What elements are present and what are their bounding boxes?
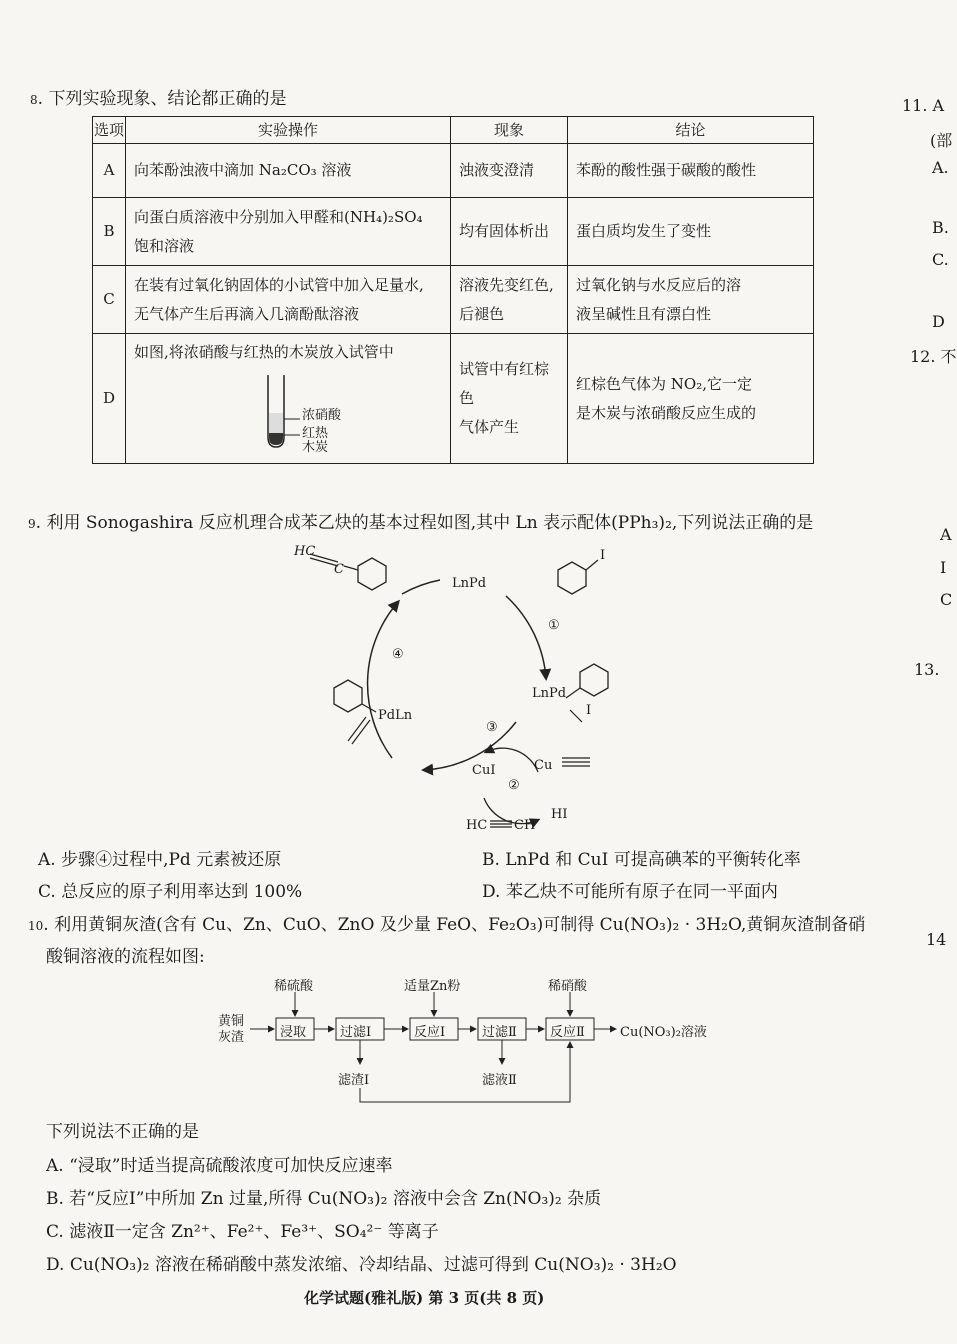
flow-product: Cu(NO₃)₂溶液	[620, 1025, 707, 1040]
label-lnpd2: LnPd	[532, 686, 567, 701]
label-hc: HC	[294, 544, 316, 559]
label-step2: ②	[508, 778, 520, 793]
row-option: C	[93, 266, 126, 334]
row-operation: 如图,将浓硝酸与红热的木炭放入试管中 浓硝酸 红热 木炭	[126, 334, 451, 464]
row-phenomenon: 试管中有红棕色 气体产生	[451, 334, 568, 464]
flow-output-residue1: 滤渣Ⅰ	[338, 1073, 370, 1088]
page-footer: 化学试题(雅礼版) 第 3 页(共 8 页)	[304, 1289, 545, 1307]
margin-fragment: A.	[932, 158, 949, 177]
q8-table	[92, 116, 814, 464]
row-operation: 向蛋白质溶液中分别加入甲醛和(NH₄)₂SO₄ 饱和溶液	[126, 198, 451, 266]
q10-option-d: D. Cu(NO₃)₂ 溶液在稀硝酸中蒸发浓缩、冷却结晶、过滤可得到 Cu(NO₃)₂ · 3H₂O	[46, 1255, 677, 1275]
q10-option-c: C. 滤液Ⅱ一定含 Zn²⁺、Fe²⁺、Fe³⁺、SO₄²⁻ 等离子	[46, 1222, 439, 1242]
row-option: A	[93, 144, 126, 198]
flow-output-filtrate2: 滤液Ⅱ	[482, 1073, 517, 1088]
row-conclusion: 蛋白质均发生了变性	[568, 198, 814, 266]
label-cu: Cu	[534, 758, 553, 773]
flow-box-reaction2: 反应Ⅱ	[550, 1025, 585, 1040]
q9-title: 9. 利用 Sonogashira 反应机理合成苯乙炔的基本过程如图,其中 Ln 表示配体(PPh₃)₂,下列说法正确的是	[28, 513, 814, 533]
cycle-arrow-1	[506, 596, 546, 678]
sonogashira-cycle-diagram	[280, 540, 620, 840]
label-i-bottom: I	[586, 703, 592, 718]
q10-question: 下列说法不正确的是	[46, 1122, 199, 1142]
test-tube-figure	[134, 367, 442, 457]
label-hi: HI	[551, 807, 568, 822]
row-phenomenon: 均有固体析出	[451, 198, 568, 266]
cycle-arrow-3	[424, 722, 516, 770]
flow-reagent-zn: 适量Zn粉	[404, 979, 461, 994]
header-conclusion: 结论	[568, 117, 814, 144]
row-conclusion: 苯酚的酸性强于碳酸的酸性	[568, 144, 814, 198]
flow-reagent-h2so4: 稀硫酸	[274, 979, 314, 994]
label-c: C	[334, 562, 344, 577]
header-phenomenon: 现象	[451, 117, 568, 144]
margin-fragment: I	[940, 558, 947, 577]
flow-box-reaction1: 反应Ⅰ	[414, 1025, 446, 1040]
label-acetylene-ch: CH	[514, 818, 536, 833]
margin-fragment: D	[932, 312, 945, 331]
row-option: B	[93, 198, 126, 266]
row-conclusion: 红棕色气体为 NO₂,它一定 是木炭与浓硝酸反应生成的	[568, 334, 814, 464]
label-step3: ③	[486, 720, 498, 735]
label-step1: ①	[548, 618, 560, 633]
tube-labels: 浓硝酸 红热 木炭	[302, 408, 342, 455]
label-lnpd: LnPd	[452, 576, 487, 591]
table-row	[93, 266, 814, 334]
margin-fragment: C.	[932, 250, 949, 269]
margin-fragment: 11. A	[902, 96, 945, 115]
q10-title-line2: 酸铜溶液的流程如图:	[46, 947, 205, 967]
q10-title: 10. 利用黄铜灰渣(含有 Cu、Zn、CuO、ZnO 及少量 FeO、Fe₂O₃)可制得 Cu(NO₃)₂ · 3H₂O,黄铜灰渣制备硝	[28, 915, 866, 935]
row-operation: 向苯酚浊液中滴加 Na₂CO₃ 溶液	[126, 144, 451, 198]
margin-fragment: 14	[926, 930, 947, 949]
q8-title: 8. 下列实验现象、结论都正确的是	[30, 89, 287, 109]
margin-fragment: A	[940, 525, 952, 544]
label-i-top: I	[600, 548, 606, 563]
margin-fragment: B.	[932, 218, 949, 237]
table-row	[93, 144, 814, 198]
table-row	[93, 334, 814, 464]
cycle-arrow-top	[402, 580, 440, 594]
label-pdln: PdLn	[378, 708, 413, 723]
flow-input: 黄铜 灰渣	[218, 1014, 245, 1045]
q9-option-b: B. LnPd 和 CuI 可提高碘苯的平衡转化率	[482, 850, 801, 870]
q10-option-a: A. “浸取”时适当提高硫酸浓度可加快反应速率	[46, 1156, 393, 1176]
flow-box-filter2: 过滤Ⅱ	[482, 1025, 517, 1040]
flow-box-leach: 浸取	[280, 1025, 307, 1040]
table-header-row	[93, 117, 814, 144]
flow-reagent-hno3: 稀硝酸	[548, 979, 588, 994]
margin-fragment: 12. 不	[910, 347, 957, 366]
margin-fragment: 13.	[914, 660, 940, 679]
header-operation: 实验操作	[126, 117, 451, 144]
cycle-arrow-4	[368, 602, 398, 758]
header-option: 选项	[93, 117, 126, 144]
row-phenomenon: 溶液先变红色, 后褪色	[451, 266, 568, 334]
flow-box-filter1: 过滤Ⅰ	[340, 1025, 372, 1040]
label-acetylene-hc: HC	[466, 818, 488, 833]
label-cui: CuI	[472, 763, 496, 778]
row-operation: 在装有过氧化钠固体的小试管中加入足量水, 无气体产生后再滴入几滴酚酞溶液	[126, 266, 451, 334]
label-step4: ④	[392, 647, 404, 662]
q10-option-b: B. 若“反应Ⅰ”中所加 Zn 过量,所得 Cu(NO₃)₂ 溶液中会含 Zn(NO₃)₂ 杂质	[46, 1189, 602, 1209]
q9-option-c: C. 总反应的原子利用率达到 100%	[38, 882, 303, 902]
margin-fragment: (部	[930, 131, 953, 150]
q9-option-a: A. 步骤④过程中,Pd 元素被还原	[38, 850, 282, 870]
row-option: D	[93, 334, 126, 464]
row-phenomenon: 浊液变澄清	[451, 144, 568, 198]
table-row	[93, 198, 814, 266]
margin-fragment: C	[940, 590, 953, 609]
row-conclusion: 过氧化钠与水反应后的溶 液呈碱性且有漂白性	[568, 266, 814, 334]
q9-option-d: D. 苯乙炔不可能所有原子在同一平面内	[482, 882, 778, 902]
